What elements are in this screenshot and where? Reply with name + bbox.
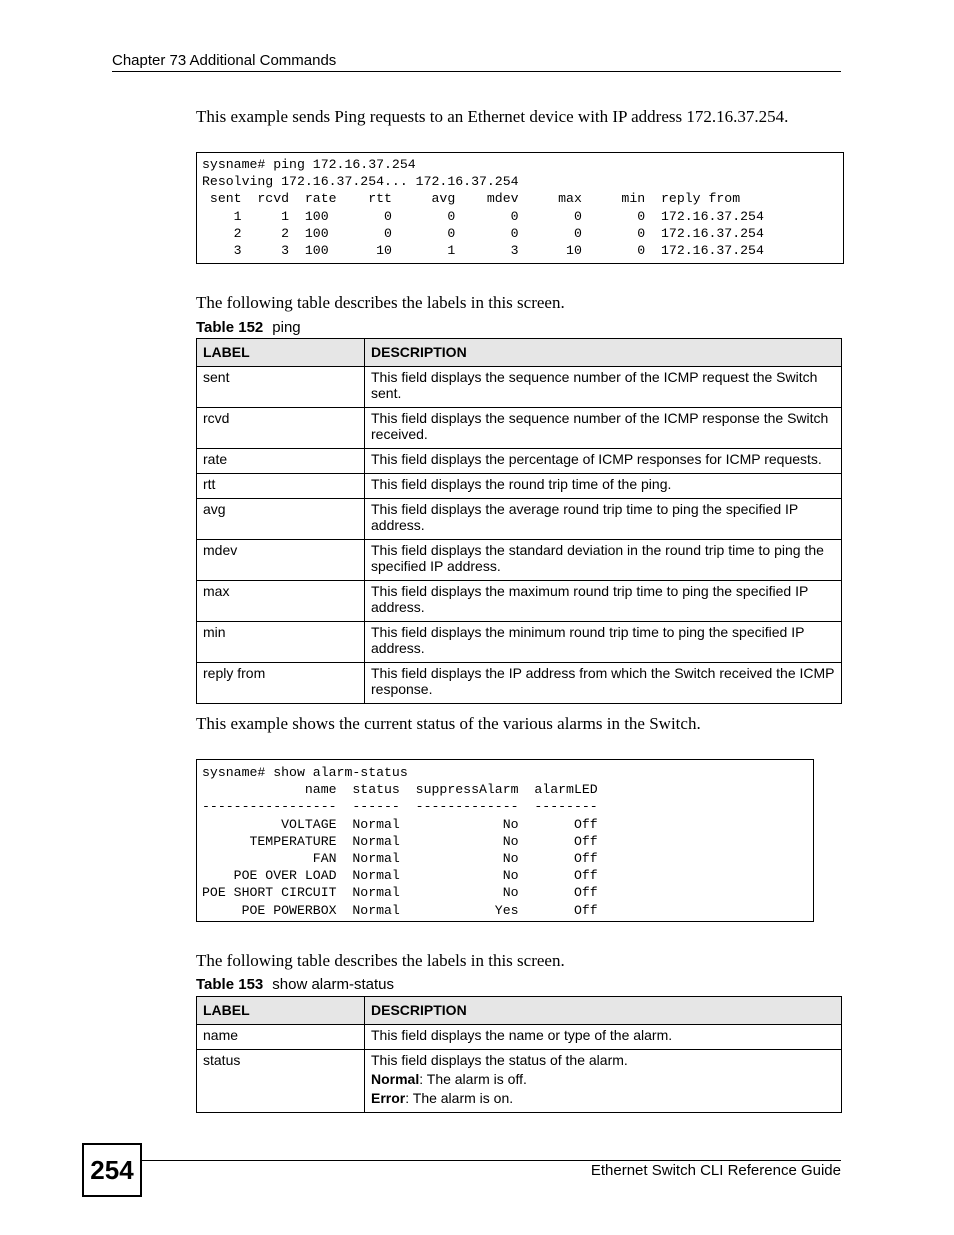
table-153	[196, 996, 842, 1113]
row-label: max	[197, 581, 365, 622]
chapter-header: Chapter 73 Additional Commands	[112, 52, 337, 69]
row-label: rtt	[197, 474, 365, 499]
status-normal-text: : The alarm is off.	[419, 1071, 527, 1087]
row-label: rcvd	[197, 408, 365, 449]
status-error-text: : The alarm is on.	[405, 1090, 514, 1106]
intro-table-152-paragraph: The following table describes the labels in this screen.	[196, 293, 565, 312]
page-number: 254	[82, 1143, 142, 1197]
row-label: name	[197, 1025, 365, 1050]
table-row	[197, 1025, 842, 1050]
table-152-title: ping	[272, 319, 301, 336]
ping-command-output: sysname# ping 172.16.37.254 Resolving 172.16.37.254... 172.16.37.254 sent rcvd rate rtt avg mdev max min reply from 1 1 100 0 0 0 0 0 172.16.37.254 2 2 100 0 0 0 0 0 172.16.37.254 3 3 100 10 1 3 10 0 172.16.37.254	[196, 152, 844, 264]
row-label: avg	[197, 499, 365, 540]
table-header-row	[197, 339, 842, 367]
row-description: This field displays the minimum round trip time to ping the specified IP address.	[365, 622, 842, 663]
row-label: reply from	[197, 663, 365, 704]
row-label: mdev	[197, 540, 365, 581]
table-152	[196, 338, 842, 704]
table-row	[197, 581, 842, 622]
table-153-caption	[196, 976, 394, 993]
footer-divider	[140, 1160, 841, 1161]
table-152-number: Table 152	[196, 319, 264, 336]
status-description: This field displays the status of the alarm.	[371, 1052, 628, 1068]
alarm-status-command-output: sysname# show alarm-status name status suppressAlarm alarmLED ----------------- ------ ------------- -------- VOLTAGE Normal No Off TEMPERATURE Normal No Off FAN Normal No Off POE OVER LOAD Normal No Off POE SHORT CIRCUIT Normal No Off POE POWERBOX Normal Yes Off	[196, 759, 814, 922]
column-header-description: DESCRIPTION	[365, 339, 842, 367]
table-row	[197, 367, 842, 408]
column-header-label: LABEL	[197, 339, 365, 367]
table-row	[197, 474, 842, 499]
row-description: This field displays the maximum round trip time to ping the specified IP address.	[365, 581, 842, 622]
table-row	[197, 1050, 842, 1113]
row-label: sent	[197, 367, 365, 408]
table-152-caption	[196, 319, 301, 336]
guide-title: Ethernet Switch CLI Reference Guide	[590, 1162, 841, 1179]
header-divider	[112, 71, 841, 72]
row-description: This field displays the sequence number of the ICMP request the Switch sent.	[365, 367, 842, 408]
table-row	[197, 499, 842, 540]
row-description: This field displays the average round trip time to ping the specified IP address.	[365, 499, 842, 540]
row-description: This field displays the standard deviation in the round trip time to ping the specified IP address.	[365, 540, 842, 581]
status-error-line	[371, 1090, 836, 1106]
intro-table-153-paragraph: The following table describes the labels in this screen.	[196, 951, 565, 970]
row-description: This field displays the IP address from which the Switch received the ICMP response.	[365, 663, 842, 704]
row-description: This field displays the name or type of the alarm.	[365, 1025, 842, 1050]
row-label: min	[197, 622, 365, 663]
row-description: This field displays the round trip time of the ping.	[365, 474, 842, 499]
status-error-term: Error	[371, 1090, 406, 1106]
table-row	[197, 408, 842, 449]
status-normal-term: Normal	[371, 1071, 420, 1087]
row-label: rate	[197, 449, 365, 474]
table-153-title: show alarm-status	[272, 976, 394, 993]
table-row	[197, 540, 842, 581]
column-header-label: LABEL	[197, 997, 365, 1025]
table-row	[197, 622, 842, 663]
table-header-row	[197, 997, 842, 1025]
column-header-description: DESCRIPTION	[365, 997, 842, 1025]
row-description: This field displays the sequence number of the ICMP response the Switch received.	[365, 408, 842, 449]
row-description	[365, 1050, 842, 1113]
intro-alarm-paragraph: This example shows the current status of the various alarms in the Switch.	[196, 714, 701, 733]
row-description: This field displays the percentage of ICMP responses for ICMP requests.	[365, 449, 842, 474]
table-153-number: Table 153	[196, 976, 264, 993]
table-row	[197, 663, 842, 704]
intro-ping-paragraph: This example sends Ping requests to an Ethernet device with IP address 172.16.37.254.	[196, 107, 789, 126]
table-row	[197, 449, 842, 474]
status-normal-line	[371, 1071, 836, 1087]
row-label: status	[197, 1050, 365, 1113]
